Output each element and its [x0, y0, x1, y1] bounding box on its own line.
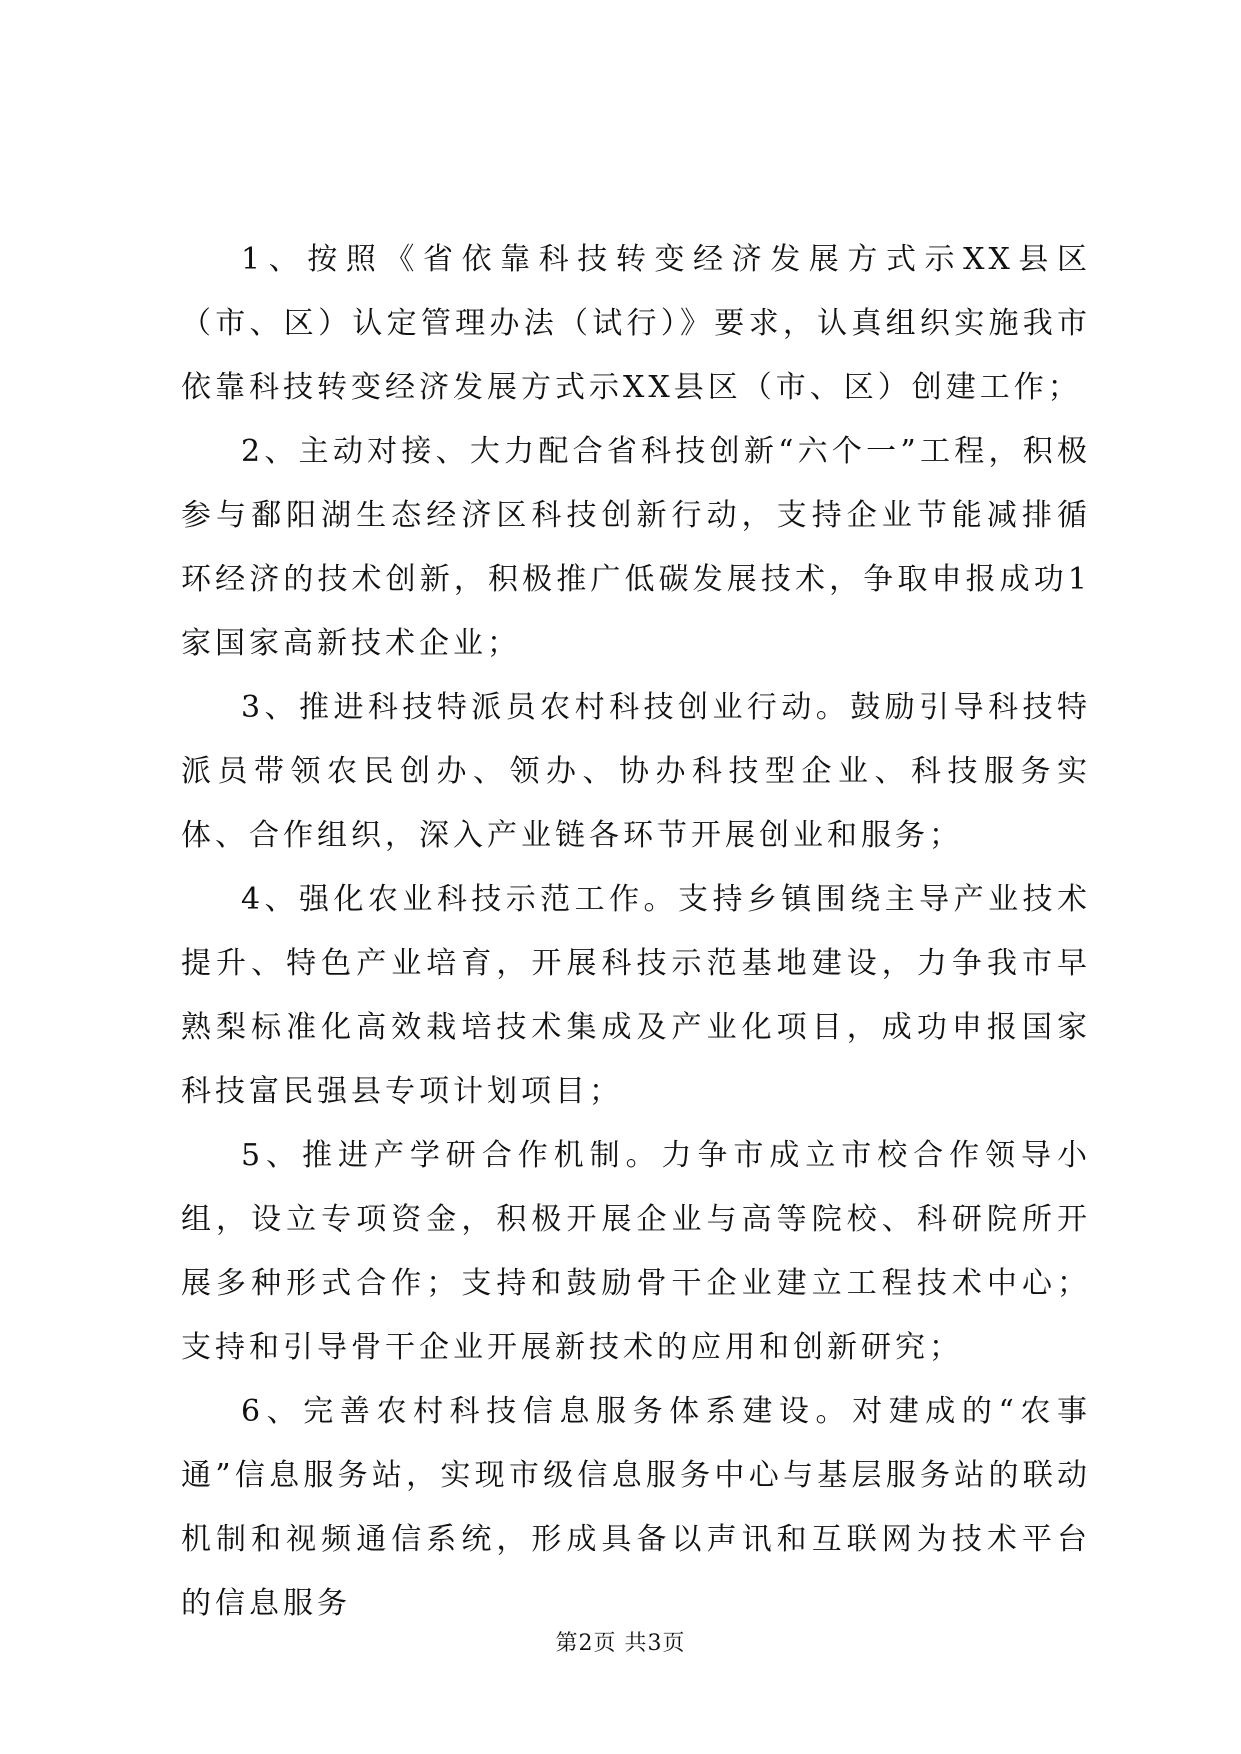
- paragraph-6: 6、完善农村科技信息服务体系建设。对建成的“农事通”信息服务站，实现市级信息服务中心与基层服务站的联动机制和视频通信系统，形成具备以声讯和互联网为技术平台的信息服务: [181, 1394, 1091, 1621]
- paragraph-3: 3、推进科技特派员农村科技创业行动。鼓励引导科技特派员带领农民创办、领办、协办科技型企业、科技服务实体、合作组织，深入产业链各环节开展创业和服务；: [181, 690, 1091, 853]
- paragraph-5: 5、推进产学研合作机制。力争市成立市校合作领导小组，设立专项资金，积极开展企业与高等院校、科研院所开展多种形式合作；支持和鼓励骨干企业建立工程技术中心；支持和引导骨干企业开展新技术的应用和创新研究；: [181, 1138, 1091, 1365]
- paragraph-4: 4、强化农业科技示范工作。支持乡镇围绕主导产业技术提升、特色产业培育，开展科技示范基地建设，力争我市早熟梨标准化高效栽培技术集成及产业化项目，成功申报国家科技富民强县专项计划项目；: [181, 882, 1091, 1109]
- paragraph-2: 2、主动对接、大力配合省科技创新“六个一”工程，积极参与鄱阳湖生态经济区科技创新行动，支持企业节能减排循环经济的技术创新，积极推广低碳发展技术，争取申报成功1家国家高新技术企业；: [181, 434, 1091, 661]
- document-body: [181, 228, 1091, 1636]
- page-footer: 第2页 共3页: [555, 1631, 686, 1656]
- paragraph-1: 1、按照《省依靠科技转变经济发展方式示XX县区（市、区）认定管理办法（试行）》要求，认真组织实施我市依靠科技转变经济发展方式示XX县区（市、区）创建工作；: [181, 242, 1091, 405]
